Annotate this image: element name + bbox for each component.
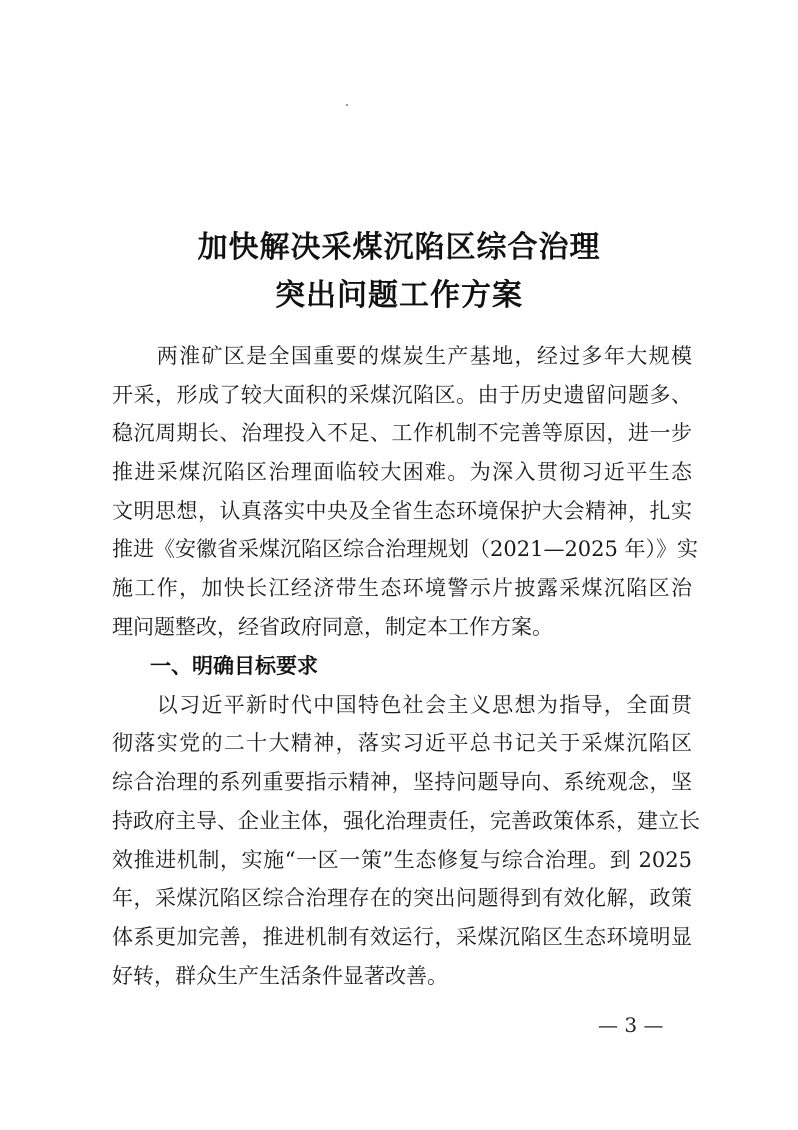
page-number: — 3 — <box>598 1013 664 1037</box>
paragraph-line: 推进采煤沉陷区治理面临较大困难。为深入贯彻习近平生态 <box>112 460 692 484</box>
paragraph-line: 好转，群众生产生活条件显著改善。 <box>112 964 448 988</box>
paragraph-line: 施工作，加快长江经济带生态环境警示片披露采煤沉陷区治 <box>112 576 692 600</box>
paragraph-line: 彻落实党的二十大精神，落实习近平总书记关于采煤沉陷区 <box>112 731 692 755</box>
paragraph-line: 年，采煤沉陷区综合治理存在的突出问题得到有效化解，政策 <box>112 886 692 910</box>
document-title-line-1: 加快解决采煤沉陷区综合治理 <box>197 230 601 265</box>
paragraph-line: 两淮矿区是全国重要的煤炭生产基地，经过多年大规模 <box>112 344 692 368</box>
paragraph-line: 体系更加完善，推进机制有效运行，采煤沉陷区生态环境明显 <box>112 925 692 949</box>
paragraph-line: 开采，形成了较大面积的采煤沉陷区。由于历史遗留问题多、 <box>112 383 692 407</box>
paragraph-line: 持政府主导、企业主体，强化治理责任，完善政策体系，建立长 <box>112 809 700 833</box>
paragraph-line: 综合治理的系列重要指示精神，坚持问题导向、系统观念，坚 <box>112 770 692 794</box>
scan-speck <box>346 104 348 106</box>
paragraph-line: 效推进机制，实施“一区一策”生态修复与综合治理。到 2025 <box>112 848 692 872</box>
paragraph-line: 以习近平新时代中国特色社会主义思想为指导，全面贯 <box>112 693 692 717</box>
paragraph-line: 稳沉周期长、治理投入不足、工作机制不完善等原因，进一步 <box>112 421 692 445</box>
section-heading: 一、明确目标要求 <box>150 654 318 678</box>
paragraph-line: 文明思想，认真落实中央及全省生态环境保护大会精神，扎实 <box>112 499 692 523</box>
document-title-line-2: 突出问题工作方案 <box>275 278 523 313</box>
paragraph-line: 推进《安徽省采煤沉陷区综合治理规划（2021—2025 年）》实 <box>112 537 699 561</box>
paragraph-line: 理问题整改，经省政府同意，制定本工作方案。 <box>112 615 553 639</box>
